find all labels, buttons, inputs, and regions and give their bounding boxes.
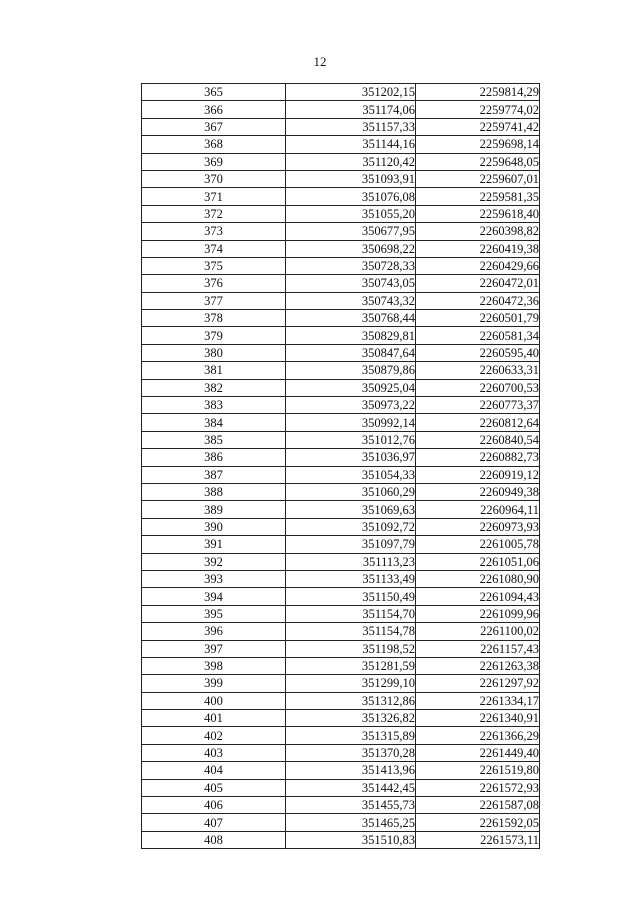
x-coordinate-cell: 351174,06	[286, 101, 416, 118]
x-coordinate-cell: 351315,89	[286, 727, 416, 744]
y-coordinate-cell: 2259774,02	[416, 101, 540, 118]
x-coordinate-cell: 351154,78	[286, 623, 416, 640]
point-number-cell: 388	[142, 483, 286, 500]
table-row	[142, 101, 540, 118]
table-row	[142, 762, 540, 779]
x-coordinate-cell: 351326,82	[286, 710, 416, 727]
x-coordinate-cell: 351442,45	[286, 779, 416, 796]
table-row	[142, 223, 540, 240]
x-coordinate-cell: 351092,72	[286, 518, 416, 535]
y-coordinate-cell: 2260581,34	[416, 327, 540, 344]
table-row	[142, 483, 540, 500]
point-number-cell: 381	[142, 362, 286, 379]
x-coordinate-cell: 351370,28	[286, 744, 416, 761]
point-number-cell: 366	[142, 101, 286, 118]
y-coordinate-cell: 2259698,14	[416, 136, 540, 153]
y-coordinate-cell: 2259648,05	[416, 153, 540, 170]
y-coordinate-cell: 2261005,78	[416, 536, 540, 553]
point-number-cell: 368	[142, 136, 286, 153]
x-coordinate-cell: 351150,49	[286, 588, 416, 605]
y-coordinate-cell: 2261366,29	[416, 727, 540, 744]
table-row	[142, 449, 540, 466]
point-number-cell: 408	[142, 831, 286, 848]
point-number-cell: 400	[142, 692, 286, 709]
table-row	[142, 153, 540, 170]
coordinates-table-body	[142, 84, 540, 849]
point-number-cell: 380	[142, 344, 286, 361]
point-number-cell: 391	[142, 536, 286, 553]
x-coordinate-cell: 350973,22	[286, 397, 416, 414]
point-number-cell: 399	[142, 675, 286, 692]
table-row	[142, 710, 540, 727]
table-row	[142, 588, 540, 605]
coordinates-table	[141, 83, 540, 849]
x-coordinate-cell: 351202,15	[286, 84, 416, 101]
y-coordinate-cell: 2261572,93	[416, 779, 540, 796]
point-number-cell: 369	[142, 153, 286, 170]
table-row	[142, 327, 540, 344]
table-row	[142, 640, 540, 657]
y-coordinate-cell: 2260429,66	[416, 257, 540, 274]
table-row	[142, 257, 540, 274]
table-row	[142, 136, 540, 153]
table-row	[142, 240, 540, 257]
y-coordinate-cell: 2261100,02	[416, 623, 540, 640]
x-coordinate-cell: 351113,23	[286, 553, 416, 570]
y-coordinate-cell: 2260595,40	[416, 344, 540, 361]
y-coordinate-cell: 2261573,11	[416, 831, 540, 848]
table-row	[142, 397, 540, 414]
point-number-cell: 407	[142, 814, 286, 831]
y-coordinate-cell: 2260973,93	[416, 518, 540, 535]
y-coordinate-cell: 2259607,01	[416, 170, 540, 187]
point-number-cell: 406	[142, 797, 286, 814]
table-row	[142, 553, 540, 570]
point-number-cell: 403	[142, 744, 286, 761]
y-coordinate-cell: 2259581,35	[416, 188, 540, 205]
point-number-cell: 395	[142, 605, 286, 622]
x-coordinate-cell: 350728,33	[286, 257, 416, 274]
table-row	[142, 814, 540, 831]
table-row	[142, 466, 540, 483]
point-number-cell: 389	[142, 501, 286, 518]
table-row	[142, 657, 540, 674]
x-coordinate-cell: 351144,16	[286, 136, 416, 153]
y-coordinate-cell: 2261449,40	[416, 744, 540, 761]
x-coordinate-cell: 351455,73	[286, 797, 416, 814]
table-row	[142, 779, 540, 796]
x-coordinate-cell: 351054,33	[286, 466, 416, 483]
table-row	[142, 292, 540, 309]
x-coordinate-cell: 350743,32	[286, 292, 416, 309]
y-coordinate-cell: 2260919,12	[416, 466, 540, 483]
x-coordinate-cell: 350879,86	[286, 362, 416, 379]
x-coordinate-cell: 350992,14	[286, 414, 416, 431]
point-number-cell: 404	[142, 762, 286, 779]
y-coordinate-cell: 2261297,92	[416, 675, 540, 692]
point-number-cell: 387	[142, 466, 286, 483]
y-coordinate-cell: 2260882,73	[416, 449, 540, 466]
x-coordinate-cell: 351312,86	[286, 692, 416, 709]
y-coordinate-cell: 2260633,31	[416, 362, 540, 379]
x-coordinate-cell: 351198,52	[286, 640, 416, 657]
table-row	[142, 188, 540, 205]
point-number-cell: 382	[142, 379, 286, 396]
table-row	[142, 205, 540, 222]
y-coordinate-cell: 2260398,82	[416, 223, 540, 240]
point-number-cell: 371	[142, 188, 286, 205]
x-coordinate-cell: 351154,70	[286, 605, 416, 622]
table-row	[142, 797, 540, 814]
y-coordinate-cell: 2261157,43	[416, 640, 540, 657]
point-number-cell: 396	[142, 623, 286, 640]
x-coordinate-cell: 351157,33	[286, 118, 416, 135]
page-number: 12	[313, 54, 327, 69]
point-number-cell: 372	[142, 205, 286, 222]
table-row	[142, 118, 540, 135]
y-coordinate-cell: 2259741,42	[416, 118, 540, 135]
point-number-cell: 376	[142, 275, 286, 292]
y-coordinate-cell: 2261519,80	[416, 762, 540, 779]
y-coordinate-cell: 2259618,40	[416, 205, 540, 222]
y-coordinate-cell: 2260964,11	[416, 501, 540, 518]
point-number-cell: 392	[142, 553, 286, 570]
x-coordinate-cell: 350829,81	[286, 327, 416, 344]
y-coordinate-cell: 2260501,79	[416, 310, 540, 327]
y-coordinate-cell: 2261094,43	[416, 588, 540, 605]
point-number-cell: 367	[142, 118, 286, 135]
x-coordinate-cell: 351093,91	[286, 170, 416, 187]
y-coordinate-cell: 2261587,08	[416, 797, 540, 814]
table-row	[142, 310, 540, 327]
point-number-cell: 398	[142, 657, 286, 674]
table-row	[142, 536, 540, 553]
x-coordinate-cell: 351069,63	[286, 501, 416, 518]
y-coordinate-cell: 2261334,17	[416, 692, 540, 709]
table-row	[142, 414, 540, 431]
point-number-cell: 379	[142, 327, 286, 344]
point-number-cell: 393	[142, 570, 286, 587]
table-row	[142, 675, 540, 692]
y-coordinate-cell: 2259814,29	[416, 84, 540, 101]
table-row	[142, 275, 540, 292]
table-row	[142, 727, 540, 744]
point-number-cell: 384	[142, 414, 286, 431]
x-coordinate-cell: 351036,97	[286, 449, 416, 466]
x-coordinate-cell: 351060,29	[286, 483, 416, 500]
point-number-cell: 378	[142, 310, 286, 327]
table-row	[142, 605, 540, 622]
y-coordinate-cell: 2261592,05	[416, 814, 540, 831]
table-row	[142, 831, 540, 848]
x-coordinate-cell: 351097,79	[286, 536, 416, 553]
table-row	[142, 379, 540, 396]
table-row	[142, 692, 540, 709]
x-coordinate-cell: 351510,83	[286, 831, 416, 848]
x-coordinate-cell: 351076,08	[286, 188, 416, 205]
table-row	[142, 570, 540, 587]
point-number-cell: 390	[142, 518, 286, 535]
table-row	[142, 362, 540, 379]
x-coordinate-cell: 351413,96	[286, 762, 416, 779]
table-row	[142, 623, 540, 640]
y-coordinate-cell: 2261263,38	[416, 657, 540, 674]
point-number-cell: 397	[142, 640, 286, 657]
y-coordinate-cell: 2261051,06	[416, 553, 540, 570]
y-coordinate-cell: 2260700,53	[416, 379, 540, 396]
y-coordinate-cell: 2260949,38	[416, 483, 540, 500]
point-number-cell: 405	[142, 779, 286, 796]
y-coordinate-cell: 2261340,91	[416, 710, 540, 727]
x-coordinate-cell: 350677,95	[286, 223, 416, 240]
point-number-cell: 394	[142, 588, 286, 605]
x-coordinate-cell: 350698,22	[286, 240, 416, 257]
point-number-cell: 402	[142, 727, 286, 744]
point-number-cell: 365	[142, 84, 286, 101]
point-number-cell: 385	[142, 431, 286, 448]
point-number-cell: 373	[142, 223, 286, 240]
point-number-cell: 374	[142, 240, 286, 257]
x-coordinate-cell: 351055,20	[286, 205, 416, 222]
point-number-cell: 375	[142, 257, 286, 274]
point-number-cell: 383	[142, 397, 286, 414]
point-number-cell: 377	[142, 292, 286, 309]
x-coordinate-cell: 350743,05	[286, 275, 416, 292]
x-coordinate-cell: 351465,25	[286, 814, 416, 831]
y-coordinate-cell: 2261099,96	[416, 605, 540, 622]
x-coordinate-cell: 351012,76	[286, 431, 416, 448]
table-row	[142, 501, 540, 518]
point-number-cell: 370	[142, 170, 286, 187]
point-number-cell: 401	[142, 710, 286, 727]
y-coordinate-cell: 2260812,64	[416, 414, 540, 431]
table-row	[142, 84, 540, 101]
table-row	[142, 170, 540, 187]
x-coordinate-cell: 351281,59	[286, 657, 416, 674]
y-coordinate-cell: 2261080,90	[416, 570, 540, 587]
x-coordinate-cell: 350925,04	[286, 379, 416, 396]
x-coordinate-cell: 351120,42	[286, 153, 416, 170]
y-coordinate-cell: 2260840,54	[416, 431, 540, 448]
table-row	[142, 518, 540, 535]
y-coordinate-cell: 2260419,38	[416, 240, 540, 257]
x-coordinate-cell: 350768,44	[286, 310, 416, 327]
y-coordinate-cell: 2260472,01	[416, 275, 540, 292]
y-coordinate-cell: 2260472,36	[416, 292, 540, 309]
table-row	[142, 744, 540, 761]
table-row	[142, 431, 540, 448]
x-coordinate-cell: 351299,10	[286, 675, 416, 692]
x-coordinate-cell: 351133,49	[286, 570, 416, 587]
y-coordinate-cell: 2260773,37	[416, 397, 540, 414]
table-row	[142, 344, 540, 361]
x-coordinate-cell: 350847,64	[286, 344, 416, 361]
point-number-cell: 386	[142, 449, 286, 466]
